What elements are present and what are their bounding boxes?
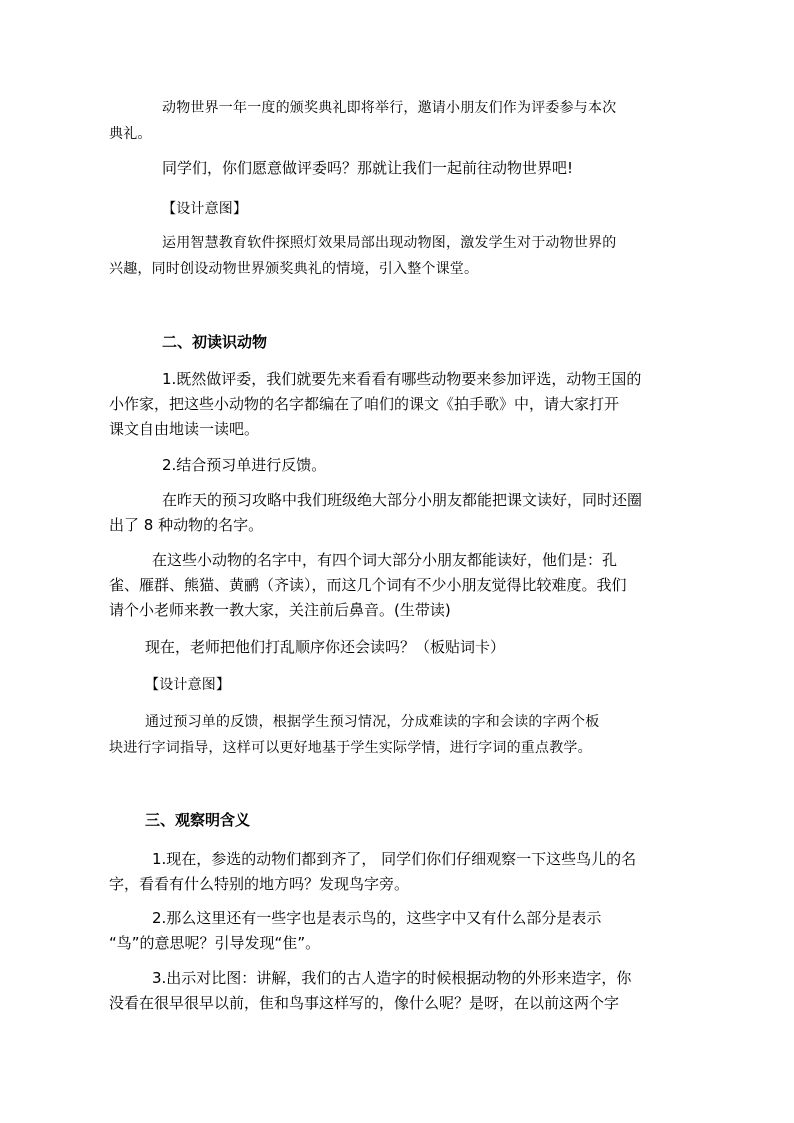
intro-design-intent-line-1: 运用智慧教育软件探照灯效果局部出现动物图，激发学生对于动物世界的 — [162, 235, 617, 251]
section-2-paragraph-1-line-1: 1.既然做评委，我们就要先来看看有哪些动物要来参加评选，动物王国的 — [162, 370, 642, 388]
section-2-paragraph-5: 现在，老师把他们打乱顺序你还会读吗？（板贴词卡） — [145, 638, 506, 656]
section-2-paragraph-4-line-3: 请个小老师来教一教大家，关注前后鼻音。(生带读) — [109, 601, 451, 619]
intro-design-intent-line-2: 兴趣，同时创设动物世界颁奖典礼的情境，引入整个课堂。 — [109, 261, 479, 277]
intro-paragraph-2: 同学们，你们愿意做评委吗？那就让我们一起前往动物世界吧! — [162, 159, 574, 177]
section-3-paragraph-2-line-2: “鸟”的意思呢？引导发现“隹”。 — [109, 934, 321, 952]
section-3-paragraph-1-line-1: 1.现在，参选的动物们都到齐了， 同学们你们仔细观察一下这些鸟儿的名 — [152, 850, 637, 868]
section-2-paragraph-3-line-1: 在昨天的预习攻略中我们班级绝大部分小朋友都能把课文读好，同时还圈 — [162, 491, 643, 509]
section-2-paragraph-3-line-2: 出了 8 种动物的名字。 — [109, 516, 264, 534]
section-2-design-intent-label: 【设计意图】 — [145, 677, 231, 693]
section-3-paragraph-3-line-1: 3.出示对比图：讲解，我们的古人造字的时候根据动物的外形来造字，你 — [152, 969, 632, 987]
section-3-heading: 三、观察明含义 — [145, 811, 251, 829]
section-2-paragraph-2: 2.结合预习单进行反馈。 — [162, 456, 327, 474]
intro-design-intent-label: 【设计意图】 — [162, 201, 248, 217]
section-2-paragraph-4-line-2: 雀、雁群、熊猫、黄鹂（齐读），而这几个词有不少小朋友觉得比较难度。我们 — [109, 576, 627, 594]
section-3-paragraph-3-line-2: 没看在很早很早以前，隹和鸟事这样写的，像什么呢？是呀，在以前这两个字 — [109, 994, 620, 1012]
section-2-paragraph-4-line-1: 在这些小动物的名字中，有四个词大部分小朋友都能读好，他们是：孔 — [152, 551, 618, 569]
section-3-paragraph-2-line-1: 2.那么这里还有一些字也是表示鸟的，这些字中又有什么部分是表示 — [152, 909, 602, 927]
section-3-paragraph-1-line-2: 字，看看有什么特别的地方吗？发现鸟字旁。 — [109, 875, 410, 893]
intro-paragraph-1-line-2: 典礼。 — [109, 126, 152, 142]
section-2-design-intent-line-2: 块进行字词指导，这样可以更好地基于学生实际学情，进行字词的重点教学。 — [109, 740, 592, 756]
section-2-heading: 二、初读识动物 — [162, 333, 268, 351]
section-2-paragraph-1-line-2: 小作家，把这些小动物的名字都编在了咱们的课文《拍手歌》中，请大家打开 — [109, 395, 620, 413]
section-2-design-intent-line-1: 通过预习单的反馈，根据学生预习情况，分成难读的字和会读的字两个板 — [145, 714, 600, 730]
intro-paragraph-1-line-1: 动物世界一年一度的颁奖典礼即将举行，邀请小朋友们作为评委参与本次 — [162, 100, 617, 116]
section-2-paragraph-1-line-3: 课文自由地读一读吧。 — [109, 420, 260, 438]
